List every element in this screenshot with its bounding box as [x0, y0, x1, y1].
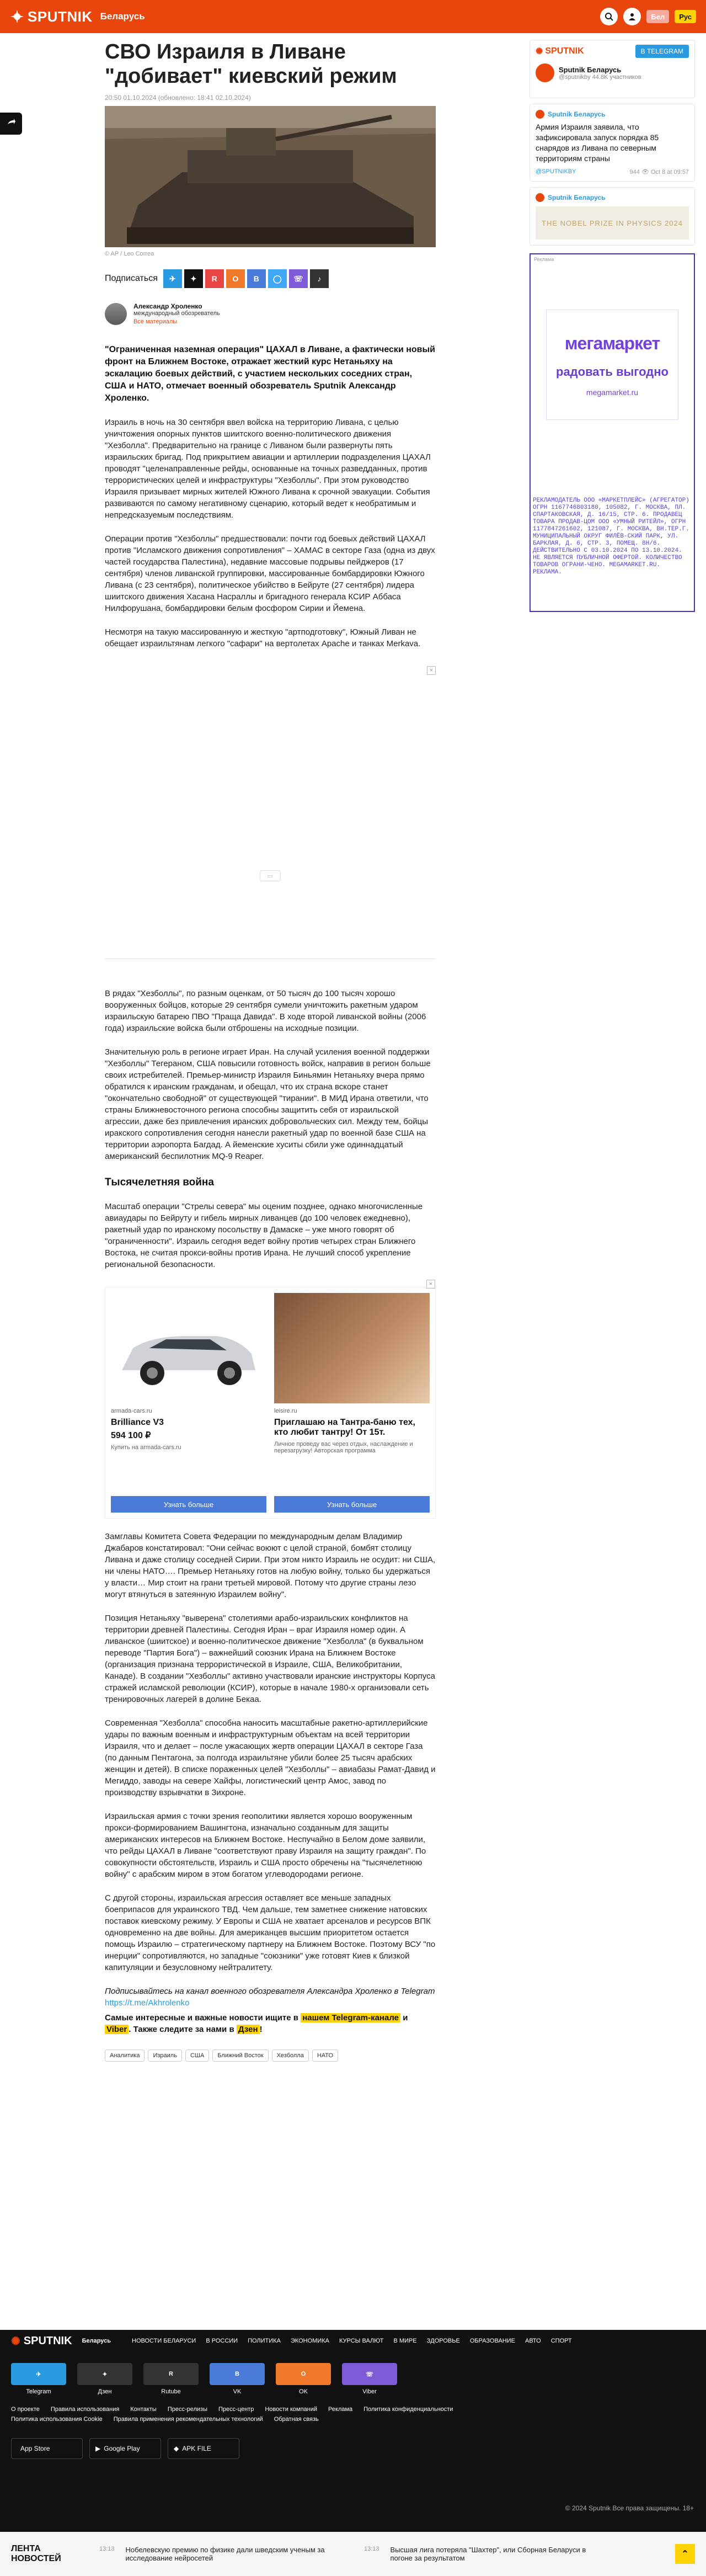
sputnik-logo-icon: ✺ [536, 47, 543, 56]
ad-source: leisire.ru [274, 1408, 297, 1414]
tag[interactable]: Хезболла [272, 2050, 309, 2062]
android-icon: ◆ [174, 2445, 179, 2452]
paragraph: В рядах "Хезболлы", по разным оценкам, от 50 тысяч до 100 тысяч хорошо вооруженных бойцов, которые 29 сентября сумели уничтожить ракетным ударом израильскую батарею ПВО "Праща Давида". В ходе второй ливанской войны (2006 года) израильские войска были отброшены на исходные позиции. [105, 989, 426, 1033]
paragraph: Несмотря на такую массированную и жесткую "артподготовку", Южный Ливан не обещает израильтянам легкого "сафари" на вертолетах Apache и танках Merkava. [105, 627, 421, 648]
logo-text: SPUTNIK [28, 8, 93, 25]
widget-logo-text: SPUTNIK [545, 46, 584, 56]
apk-badge[interactable] [168, 2438, 239, 2459]
promo-text: и [403, 2013, 408, 2023]
ad-photo [274, 1293, 430, 1403]
lang-by-button[interactable]: Бел [646, 10, 669, 23]
footer-logo-text: SPUTNIK [23, 2334, 72, 2347]
footer-link[interactable]: Политика использования Cookie [11, 2416, 103, 2423]
footer-nav-item[interactable]: В РОССИИ [206, 2338, 238, 2344]
share-icon [6, 118, 16, 130]
article-title: СВО Израиля в Ливане "добивает" киевский режим [105, 40, 397, 88]
news-feed-bar [0, 2532, 706, 2576]
author-role: международный обозреватель [133, 310, 220, 317]
ok-link[interactable] [276, 2363, 331, 2395]
tag[interactable]: НАТО [312, 2050, 338, 2062]
sputnik-logo-icon [10, 9, 24, 24]
sputnik-logo[interactable] [10, 8, 93, 25]
social-label: OK [299, 2388, 308, 2395]
footer-nav-item[interactable]: ПОЛИТИКА [248, 2338, 281, 2344]
post-text: Армия Израиля заявила, что зафиксировала запуск порядка 85 снарядов из Ливана по северным территориям страны [536, 123, 659, 163]
footer-link[interactable]: Обратная связь [274, 2416, 319, 2423]
ad-title: Приглашаю на Тантра-баню тех, кто любит тантру! От 15т. [274, 1418, 415, 1437]
channel-avatar-icon [536, 110, 544, 119]
top-bar [0, 0, 706, 33]
app-badges [0, 2438, 706, 2459]
app-store-badge[interactable] [11, 2438, 83, 2459]
footer-link[interactable]: Пресс-релизы [167, 2406, 207, 2413]
learn-more-button[interactable]: Узнать больше [111, 1496, 266, 1513]
social-label: Дзен [98, 2388, 112, 2395]
promo-text: Подписывайтесь на канал военного обозревателя Александра Хроленко в Telegram [105, 1987, 435, 1996]
post-channel: Sputnik Беларусь [548, 110, 606, 118]
footer-socials [0, 2352, 706, 2395]
viber-link[interactable]: Viber [105, 2025, 129, 2034]
channels-promo: Самые интересные и важные новости ищите в нашем Telegram-канале и Viber . Также следите за нами в Дзен ! [105, 2013, 408, 2034]
vk-link[interactable] [210, 2363, 265, 2395]
megamarket-ad[interactable] [530, 253, 695, 612]
footer-nav-item[interactable]: КУРСЫ ВАЛЮТ [339, 2338, 384, 2344]
tag[interactable]: Ближний Восток [212, 2050, 268, 2062]
post-channel: Sputnik Беларусь [548, 194, 606, 201]
hero-image [105, 106, 436, 247]
footer-nav-item[interactable]: НОВОСТИ БЕЛАРУСИ [132, 2338, 196, 2344]
ad-slogan: радовать выгодно [556, 364, 668, 379]
footer-link[interactable]: Политика конфиденциальности [363, 2406, 453, 2413]
feed-item[interactable] [99, 2546, 342, 2562]
photo-credit: © AP / Leo Correa [105, 251, 154, 257]
promo-text: Самые интересные и важные новости ищите в [105, 2013, 299, 2023]
feed-text: Высшая лига потеряла "Шахтер", или Сборная Беларуси в погоне за результатом [390, 2546, 586, 2562]
footer-link[interactable]: Новости компаний [265, 2406, 318, 2413]
ad-desc: Личное проведу вас через отдых, наслаждение и перезагрузку! Авторская программа [274, 1441, 413, 1454]
ad-creative [546, 310, 678, 420]
ad-slot [105, 666, 436, 804]
ok-icon: О [276, 2363, 331, 2385]
copyright: © 2024 Sputnik Все права защищены. 18+ [565, 2504, 694, 2512]
telegram-channel-link[interactable]: нашем Telegram-канале [301, 2013, 400, 2023]
footer-link[interactable]: Реклама [328, 2406, 353, 2413]
native-ad-block [105, 1281, 436, 1519]
telegram-post[interactable] [530, 104, 695, 182]
ad-placeholder [105, 804, 436, 948]
viber-link[interactable] [342, 2363, 397, 2395]
footer-link[interactable]: Правила использования [50, 2406, 120, 2413]
article-lead: "Ограниченная наземная операция" ЦАХАЛ в Ливане, а фактически новый фронт на Ближнем Востоке, отражает жесткий курс Нетаньяху на эскалацию боевых действий, с участием нескольких соседних стран, США и НАТО, отмечает военный обозреватель Sputnik Александр Хроленко. [105, 345, 435, 403]
facebook-share-icon[interactable]: ◯ [268, 269, 287, 288]
share-side-button[interactable] [0, 113, 22, 135]
footer-link[interactable]: О проекте [11, 2406, 40, 2413]
section-heading: Тысячелетняя война [105, 1177, 214, 1188]
tiktok-share-icon[interactable]: ♪ [310, 269, 329, 288]
footer-nav-item[interactable]: В МИРЕ [393, 2338, 417, 2344]
paragraph: С другой стороны, израильская агрессия оставляет все меньше западных боеприпасов для украинского ТВД. Чем дальше, тем заметнее снижение натовских поставок киевскому режиму. У Европы и США не хватает арсеналов и ресурсов ВПК одновременно на две войны. Для американцев высшим приоритетом остается помощь Израилю – стратегическому партнеру на Ближнем Востоке. Поэтому ВСУ "по инерции" сопротивляются, но западные "союзники" уже готовят Киев к близкой капитуляции и безусловному нейтралитету. [105, 1893, 436, 1972]
footer-link[interactable]: Контакты [130, 2406, 157, 2413]
footer-nav-item[interactable]: АВТО [525, 2338, 541, 2344]
footer-links [0, 2395, 552, 2434]
telegram-promo [105, 1986, 436, 2009]
author-name[interactable]: Александр Хроленко [133, 302, 202, 310]
megamarket-logo: мегамаркет [564, 333, 660, 353]
ad-source: armada-cars.ru [111, 1408, 152, 1414]
car-image [111, 1293, 266, 1403]
tag[interactable]: Аналитика [105, 2050, 145, 2062]
footer-nav-item[interactable]: СПОРТ [550, 2338, 572, 2344]
footer-link[interactable]: Пресс-центр [218, 2406, 254, 2413]
lang-ru-button[interactable]: Рус [675, 10, 696, 23]
footer-region[interactable]: Беларусь [82, 2338, 111, 2344]
telegram-link[interactable] [11, 2363, 66, 2395]
widget-logo [536, 46, 584, 57]
tag[interactable]: США [185, 2050, 209, 2062]
sputnik-logo-icon: ✺ [11, 2335, 20, 2348]
social-label: Viber [362, 2388, 377, 2395]
paragraph: Позиция Нетаньяху "выверена" столетиями арабо-израильских конфликтов на территории древней Палестины. Сегодня Иран – враг Израиля номер один. А ливанское (шиитское) и военно-политическое движение "Хезболла" (в буквальном переводе "Партия Бога") – важнейший союзник Ирана на Ближнем Востоке (организация признана террористической в Израиле, США, Великобритании, Канаде). В создании "Хезболлы" активно участвовали иранские инструкторы Корпуса стражей исламской революции (КСИР), которые в начале 1980-х организовали сеть тренировочных лагерей в долине Бекаа. [105, 1614, 435, 1704]
ok-share-icon[interactable]: О [226, 269, 245, 288]
badge-label: APK FILE [182, 2445, 211, 2452]
telegram-icon: ✈ [11, 2363, 66, 2385]
paragraph: Современная "Хезболла" способна наносить масштабные ракетно-артиллерийские удары по важным военным и инфраструктурным объектам на всей территории Израиля, что и делает – после ужасающих жертв операции ЦАХАЛ в секторе Газа (по данным Пентагона, за полгода израильтяне убили более 25 тысяч арабских женщин и детей). В списке пораженных целей "Хезболлы" – авиабазы Рамат-Давид и Мегиддо, заводы на севере Хайфы, логистический центр Амос, завод по производству взрывчатки в Зихроне. [105, 1718, 436, 1797]
author-avatar[interactable] [105, 303, 127, 325]
google-play-badge[interactable] [89, 2438, 161, 2459]
channel-name[interactable]: Sputnik Беларусь [559, 65, 622, 74]
promo-text: . Также следите за нами в [129, 2025, 234, 2034]
ad-legal-text: РЕКЛАМОДАТЕЛЬ ООО «МАРКЕТПЛЕЙС» (АГРЕГАТОР) ОГРН 1167746803180, 105082, Г. МОСКВА, ПЛ. СПАРТАКОВСКАЯ, Д. 16/15, СТР. 6. ПРОДАВЕЦ ТОВАРА ПРОДАВ-ЦОМ ООО «УМНЫЙ РИТЕЙЛ», ОГРН 1177847261602, 121087, Г. МОСКВА, ВН.ТЕР.Г. МУНИЦИПАЛЬНЫЙ ОКРУГ ФИЛЁВ-СКИЙ ПАРК, УЛ. БАРКЛАЯ, Д. 6, СТР. 3, ПОМЕЩ. 8Н/6. ДЕЙСТВИТЕЛЬНО С 03.10.2024 ПО 13.10.2024. НЕ ЯВЛЯЕТСЯ ПУБЛИЧНОЙ ОФЕРТОЙ. КОЛИЧЕСТВО ТОВАРОВ ОГРАНИ-ЧЕНО. MEGAMARKET.RU. РЕКЛАМА. [533, 497, 689, 576]
vk-share-icon[interactable]: В [247, 269, 266, 288]
footer-link[interactable]: Правила применения рекомендательных технологий [113, 2416, 263, 2423]
ad-url: megamarket.ru [586, 387, 639, 397]
footer-nav-item[interactable]: ОБРАЗОВАНИЕ [469, 2338, 515, 2344]
paragraph: Значительную роль в регионе играет Иран. На случай усиления военной поддержки "Хезболлы" Тегераном, США повысили готовность войск, направив в регион больше своих истребителей. Премьер-министр Израиля Биньямин Нетаньяху вчера прямо обратился к иранским гражданам, и обещал, что их страна вскоре станет "окончательно свободной" от существующей "тирании". В МИД Ирана ответили, что страны Ближневосточного региона способны защитить себя от израильской агрессии, даже без привлечения иранских добровольческих сил. Между тем, бойцы иракского сопротивления сегодня нанесли ракетный удар по военной базе США на территории аэропорта Багдад. А йеменские хуситы сбили уже одиннадцатый американский беспилотник MQ-9 Reaper. [105, 1047, 431, 1161]
share-label: Подписаться [105, 274, 158, 283]
telegram-widget [530, 40, 695, 98]
ad-desc: Купить на armada-cars.ru [111, 1444, 181, 1451]
rutube-icon: R [143, 2363, 199, 2385]
dzen-link[interactable] [77, 2363, 132, 2395]
user-icon[interactable] [623, 8, 641, 25]
close-icon[interactable]: × [426, 1280, 435, 1289]
ad-price: 594 100 ₽ [111, 1431, 151, 1440]
dzen-icon: ✦ [77, 2363, 132, 2385]
telegram-post[interactable] [530, 187, 695, 246]
feed-time: 13:13 [364, 2546, 379, 2552]
dzen-share-icon[interactable]: ✦ [184, 269, 203, 288]
tag[interactable]: Израиль [148, 2050, 181, 2062]
vk-icon: В [210, 2363, 265, 2385]
author-block [105, 302, 436, 325]
dzen-link[interactable]: Дзен [237, 2025, 260, 2034]
telegram-share-icon[interactable]: ✈ [163, 269, 182, 288]
article [105, 40, 436, 2062]
viber-share-icon[interactable]: ☏ [289, 269, 308, 288]
feed-time: 13:13 [99, 2546, 115, 2552]
footer-logo[interactable] [11, 2334, 72, 2348]
scroll-top-icon[interactable]: ⌃ [675, 2544, 695, 2564]
learn-more-button[interactable]: Узнать больше [274, 1496, 430, 1513]
share-row [105, 269, 436, 288]
social-label: Rutube [161, 2388, 181, 2395]
channel-subs: @sputnikby 44.8K участников [559, 73, 641, 81]
feed-item[interactable] [364, 2546, 607, 2562]
post-image: THE NOBEL PRIZE IN PHYSICS 2024 [536, 206, 689, 239]
author-all-link[interactable]: Все материалы [133, 318, 178, 325]
ad-card-bath[interactable] [274, 1293, 430, 1513]
social-label: Telegram [26, 2388, 51, 2395]
ad-label: Реклама [534, 257, 554, 262]
post-tag[interactable]: @SPUTNIKBY [536, 168, 576, 175]
ad-title: Brilliance V3 [111, 1418, 164, 1427]
channel-avatar [536, 63, 554, 82]
close-icon[interactable]: × [427, 666, 436, 675]
paragraph: Масштаб операции "Стрелы севера" мы оценим позднее, однако многочисленные авиаудары по Бейруту и гибель мирных ливанцев (до 100 человек ежедневно), ракетный удар по иранскому посольству в Дамаске – уже много говорят об "ограниченности". Израиль сегодня ведет войну против четырех стран Ближнего Востока, не считая прокси-войны против Ирана. Не лучший способ укрепление региональной безопасности. [105, 1202, 423, 1269]
rutube-link[interactable] [143, 2363, 199, 2395]
right-rail [530, 40, 695, 612]
rutube-share-icon[interactable]: R [205, 269, 224, 288]
telegram-subscribe-button[interactable]: В TELEGRAM [635, 45, 689, 58]
search-icon[interactable] [600, 8, 618, 25]
footer-nav [0, 2330, 706, 2352]
footer [0, 2330, 706, 2576]
ad-marker-icon: ▭ [260, 870, 281, 881]
telegram-author-link[interactable]: https://t.me/Akhrolenko [105, 1998, 190, 2008]
ad-card-car[interactable] [111, 1293, 266, 1513]
play-icon: ▶ [95, 2445, 101, 2452]
article-dates: 20:50 01.10.2024 (обновлено: 18:41 02.10.2024) [105, 94, 251, 102]
paragraph: Израиль в ночь на 30 сентября ввел войска на территорию Ливана, с целью уничтожения опорных пунктов шиитского военно-политического движения "Хезболла". Предварительно на границе с Ливаном были развернуты пять израильских бригад. Под прикрытием авиации и артиллерии подразделения ЦАХАЛ проводят "целенаправленные рейды, основанные на точных разведданных, против террористических целей и инфраструктуры "Хезболлы". При этом руководство Израиля призывает мирных жителей Южного Ливана к срочной эвакуации. События развиваются по самому негативному сценарию, который ведет к необратимым и непредсказуемым последствиям. [105, 418, 431, 520]
paragraph: Израильская армия с точки зрения геополитики является хорошо вооруженным прокси-формированием Вашингтона, изначально созданным для защиты американских интересов на Ближнем Востоке. Неспучайно в Белом доме заявили, что рейды ЦАХАЛ в Ливане "соответствуют праву Израиля на защиту граждан". По совокупности обстоятельств, Израиль и США просто обречены на "тысячелетнюю войну" с арабским миром в этом богатом углеводородами регионе. [105, 1812, 426, 1879]
paragraph: Замглавы Комитета Совета Федерации по международным делам Владимир Джабаров констатировал: "Они сейчас воюют с целой страной, бомбят столицу Ливана и даже столицу соседней Сирии. При этом никто Израиль не осудит: ни США, ни члены НАТО…. Премьер Нетаньяху готов на любую войну, только бы удержаться у власти… Мир стоит на грани третьей мировой. Потому что другие страны лезо могут втянуться в затеянную Израилем войну". [105, 1532, 436, 1599]
post-meta: 944 👁 Oct 8 at 09:57 [629, 169, 689, 175]
tag-list [105, 2050, 436, 2062]
social-label: VK [233, 2388, 242, 2395]
feed-title[interactable]: ЛЕНТА НОВОСТЕЙ [11, 2544, 61, 2563]
paragraph: Операции против "Хезболлы" предшествовали: почти год боевых действий ЦАХАЛ против "Исламского движения сопротивления" – ХАМАС в секторе Газа (одна из двух частей государства Палестина), недавние массовые подрывы пейджеров (17 сентября) членов ливанской группировки, массированные бомбардировки Южного Ливана (с 23 сентября), политическое убийство в Бейруте (27 сентября) лидера шиитского движения Хасана Насраллы и бригадного генерала КСИР Аббаса Нилфорушана, бомбардировки белым фосфором Сирии и Йемена. [105, 534, 435, 613]
channel-avatar-icon [536, 193, 544, 202]
region-label[interactable]: Беларусь [100, 11, 145, 22]
footer-nav-item[interactable]: ЗДОРОВЬЕ [426, 2338, 460, 2344]
feed-text: Нобелевскую премию по физике дали шведским ученым за исследование нейросетей [125, 2546, 325, 2562]
badge-label: App Store [20, 2445, 50, 2452]
badge-label: Google Play [104, 2445, 140, 2452]
footer-nav-item[interactable]: ЭКОНОМИКА [290, 2338, 329, 2344]
viber-icon: ☏ [342, 2363, 397, 2385]
